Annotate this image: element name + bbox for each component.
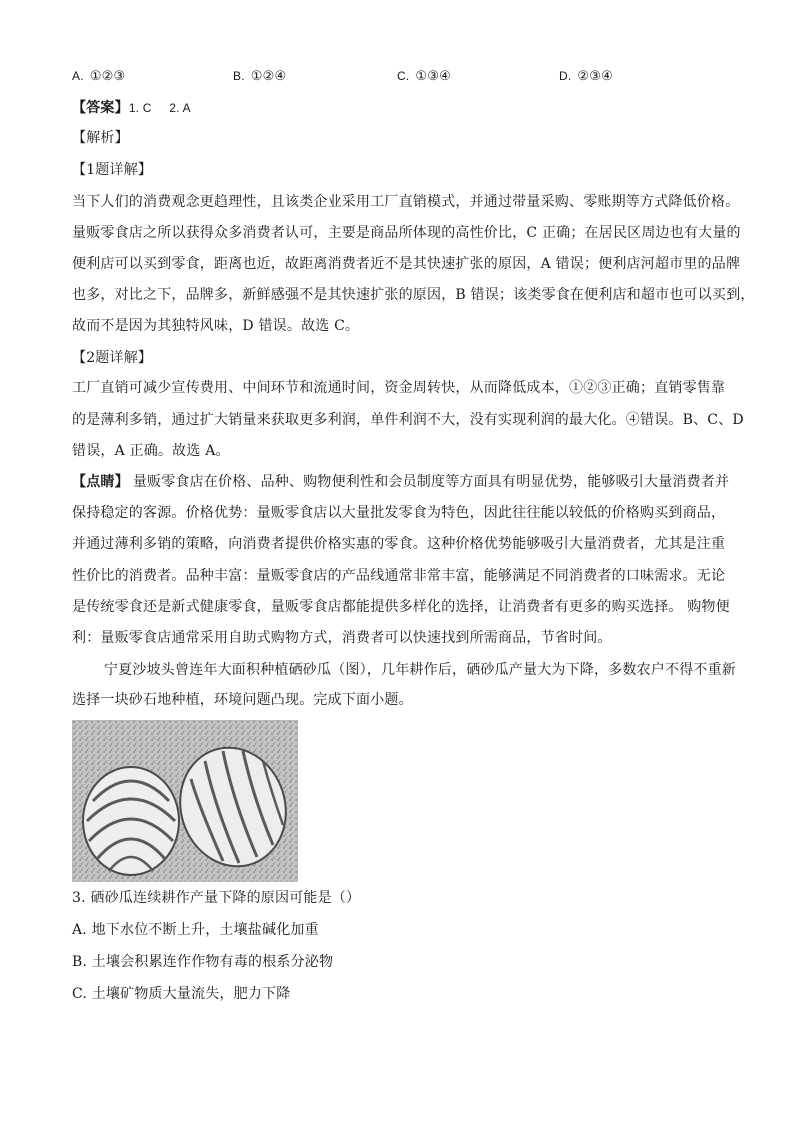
detail-2-line: 工厂直销可减少宣传费用、中间环节和流通时间，资金周转快，从而降低成本，①②③正确；直销零售靠 xyxy=(72,380,726,396)
answer-text: 1. C 2. A xyxy=(128,101,191,115)
option-c: C. ①③④ xyxy=(397,69,451,84)
detail-1-line: 也多，对比之下，品牌多，新鲜感强不是其快速扩张的原因，B 错误；该类零食在便利店和超市也可以买到， xyxy=(72,287,755,303)
tip-line: 是传统零食还是新式健康零食，量贩零食店都能提供多样化的选择，让消费者有更多的购买选择。 购物便 xyxy=(72,599,730,615)
melon-left xyxy=(83,767,179,875)
detail-2-heading: 【2题详解】 xyxy=(72,350,153,366)
detail-1-line: 便利店可以买到零食，距离也近，故距离消费者近不是其快速扩张的原因，A 错误；便利店河超市里的品牌 xyxy=(72,256,741,272)
question-3-stem: 3. 硒砂瓜连续耕作产量下降的原因可能是（） xyxy=(72,890,361,906)
tip-line: 性价比的消费者。品种丰富：量贩零食店的产品线通常非常丰富，能够满足不同消费者的口味需求。无论 xyxy=(72,568,726,584)
question-3-option-c: C. 土壤矿物质大量流失，肥力下降 xyxy=(72,986,291,1002)
tip-line: 利：量贩零食店通常采用自助式购物方式，消费者可以快速找到所需商品，节省时间。 xyxy=(72,630,612,646)
option-a: A. ①②③ xyxy=(72,69,126,84)
watermelon-photo xyxy=(72,720,298,882)
answer-label: 【答案】 xyxy=(72,100,129,116)
passage-line: 选择一块砂石地种植，环境问题凸现。完成下面小题。 xyxy=(72,692,413,708)
analysis-label: 【解析】 xyxy=(72,130,129,146)
passage-line: 宁夏沙坡头曾连年大面积种植硒砂瓜（图），几年耕作后，硒砂瓜产量大为下降，多数农户不得不重新 xyxy=(104,662,736,678)
question-3-option-a: A. 地下水位不断上升，土壤盐碱化加重 xyxy=(72,922,319,938)
option-b: B. ①②④ xyxy=(233,69,287,84)
tip-line: 并通过薄利多销的策略，向消费者提供价格实惠的零食。这种价格优势能够吸引大量消费者，尤其是注重 xyxy=(72,536,726,552)
detail-1-line: 故而不是因为其独特风味，D 错误。故选 C。 xyxy=(72,318,360,334)
tip-line: 保持稳定的客源。价格优势：量贩零食店以大量批发零食为特色，因此往往能以较低的价格购买到商品， xyxy=(72,505,726,521)
tip-label: 【点睛】 xyxy=(72,474,129,490)
tip-line: 【点睛】 量贩零食店在价格、品种、购物便利性和会员制度等方面具有明显优势，能够吸引大量消费者并 xyxy=(72,474,730,490)
detail-2-line: 错误，A 正确。故选 A。 xyxy=(72,443,230,459)
detail-1-heading: 【1题详解】 xyxy=(72,162,153,178)
question-3-option-b: B. 土壤会积累连作作物有毒的根系分泌物 xyxy=(72,954,334,970)
option-d: D. ②③④ xyxy=(559,69,613,84)
answer-line xyxy=(72,98,722,118)
detail-2-line: 的是薄利多销，通过扩大销量来获取更多利润，单件利润不大，没有实现利润的最大化。④错误。B、C、D xyxy=(72,412,744,428)
detail-1-line: 量贩零食店之所以获得众多消费者认可，主要是商品所体现的高性价比，C 正确；在居民区周边也有大量的 xyxy=(72,225,741,241)
detail-1-line: 当下人们的消费观念更趋理性，且该类企业采用工厂直销模式，并通过带量采购、零账期等方式降低价格。 xyxy=(72,194,740,210)
